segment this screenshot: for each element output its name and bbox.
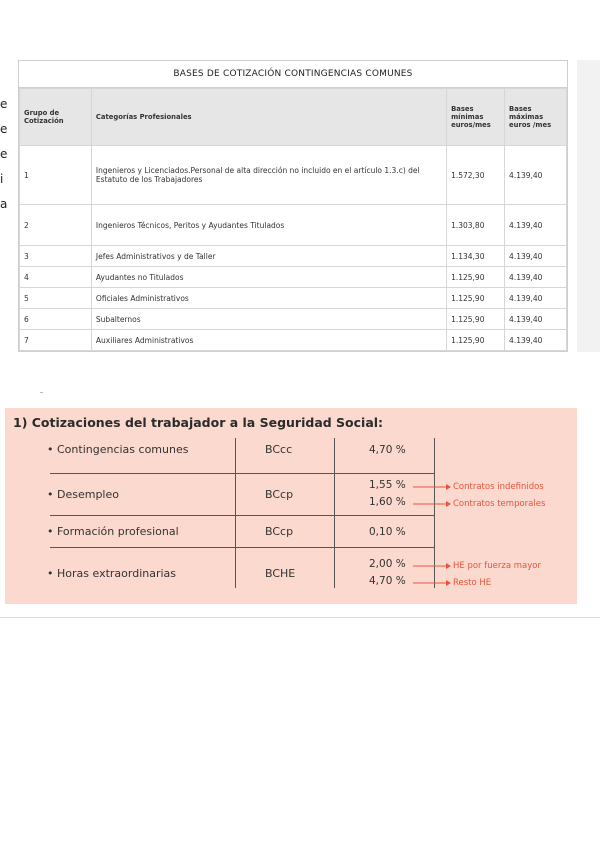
row-label: Horas extraordinarias bbox=[57, 567, 177, 580]
bases-table-card bbox=[18, 60, 568, 352]
note-temporales: Contratos temporales bbox=[453, 499, 546, 509]
cell-minima: 1.125,90 bbox=[447, 267, 505, 288]
fragment-2: e bbox=[0, 122, 8, 136]
arrow-icon bbox=[413, 482, 451, 492]
cell-maxima: 4.139,40 bbox=[505, 246, 567, 267]
divider-mark bbox=[40, 392, 43, 393]
cell-grupo: 5 bbox=[20, 288, 92, 309]
note-fuerza-mayor: HE por fuerza mayor bbox=[453, 561, 541, 571]
arrow-icon bbox=[413, 561, 451, 571]
cell-maxima: 4.139,40 bbox=[505, 330, 567, 351]
cell-grupo: 1 bbox=[20, 146, 92, 205]
cell-maxima: 4.139,40 bbox=[505, 288, 567, 309]
table-row bbox=[20, 309, 567, 330]
cell-maxima: 4.139,40 bbox=[505, 146, 567, 205]
cell-minima: 1.125,90 bbox=[447, 330, 505, 351]
cell-categoria: Oficiales Administrativos bbox=[91, 288, 446, 309]
table-row bbox=[20, 146, 567, 205]
table-header-row bbox=[20, 89, 567, 146]
cell-grupo: 2 bbox=[20, 205, 92, 246]
cell-minima: 1.572,30 bbox=[447, 146, 505, 205]
cell-grupo: 7 bbox=[20, 330, 92, 351]
page-divider bbox=[0, 617, 600, 618]
grid-line bbox=[50, 473, 435, 474]
cell-minima: 1.303,80 bbox=[447, 205, 505, 246]
row-percentage: 2,00 % bbox=[369, 558, 406, 570]
grid-line bbox=[50, 515, 435, 516]
col-header-categorias: Categorías Profesionales bbox=[91, 89, 446, 146]
row-base: BCcc bbox=[265, 443, 293, 456]
cell-minima: 1.134,30 bbox=[447, 246, 505, 267]
left-page-fragments bbox=[0, 92, 8, 217]
table-row bbox=[20, 267, 567, 288]
note-indefinidos: Contratos indefinidos bbox=[453, 482, 544, 492]
cell-maxima: 4.139,40 bbox=[505, 267, 567, 288]
cotizaciones-panel bbox=[5, 408, 577, 604]
row-base: BCHE bbox=[265, 567, 296, 580]
cell-categoria: Ingenieros Técnicos, Peritos y Ayudantes Titulados bbox=[91, 205, 446, 246]
col-header-bases-minimas: Bases mínimas euros/mes bbox=[447, 89, 505, 146]
grid-line bbox=[334, 438, 335, 588]
fragment-5: a bbox=[0, 197, 8, 211]
col-header-bases-maximas: Bases máximas euros /mes bbox=[505, 89, 567, 146]
note-resto: Resto HE bbox=[453, 578, 492, 588]
row-percentage: 0,10 % bbox=[369, 526, 406, 538]
bases-table bbox=[19, 88, 567, 351]
cell-categoria: Ingenieros y Licenciados.Personal de alta dirección no incluido en el artículo 1.3.c) del Estatuto de los Trabajadores bbox=[91, 146, 446, 205]
row-base: BCcp bbox=[265, 525, 294, 538]
col-header-grupo: Grupo de Cotización bbox=[20, 89, 92, 146]
row-percentage: 4,70 % bbox=[369, 444, 406, 456]
row-label: Desempleo bbox=[57, 488, 119, 501]
grid-line bbox=[50, 547, 435, 548]
row-desempleo: • Desempleo bbox=[47, 488, 119, 501]
cell-minima: 1.125,90 bbox=[447, 309, 505, 330]
table-row bbox=[20, 246, 567, 267]
scroll-edge bbox=[577, 60, 600, 352]
cell-categoria: Auxiliares Administrativos bbox=[91, 330, 446, 351]
cell-categoria: Jefes Administrativos y de Taller bbox=[91, 246, 446, 267]
cell-grupo: 4 bbox=[20, 267, 92, 288]
arrow-icon bbox=[413, 578, 451, 588]
bases-table-title: BASES DE COTIZACIÓN CONTINGENCIAS COMUNES bbox=[19, 61, 567, 88]
table-row bbox=[20, 330, 567, 351]
row-label: Contingencias comunes bbox=[57, 443, 189, 456]
cell-minima: 1.125,90 bbox=[447, 288, 505, 309]
row-label: Formación profesional bbox=[57, 525, 179, 538]
cell-maxima: 4.139,40 bbox=[505, 309, 567, 330]
table-row bbox=[20, 288, 567, 309]
table-row bbox=[20, 205, 567, 246]
row-contingencias: • Contingencias comunes bbox=[47, 443, 189, 456]
row-percentage: 4,70 % bbox=[369, 575, 406, 587]
grid-line bbox=[235, 438, 236, 588]
row-base: BCcp bbox=[265, 488, 294, 501]
row-percentage: 1,55 % bbox=[369, 479, 406, 491]
cell-grupo: 6 bbox=[20, 309, 92, 330]
row-horas-extra: • Horas extraordinarias bbox=[47, 567, 177, 580]
cell-categoria: Subalternos bbox=[91, 309, 446, 330]
cell-categoria: Ayudantes no Titulados bbox=[91, 267, 446, 288]
row-formacion: • Formación profesional bbox=[47, 525, 179, 538]
cotizaciones-title: 1) Cotizaciones del trabajador a la Seguridad Social: bbox=[13, 415, 384, 430]
row-percentage: 1,60 % bbox=[369, 496, 406, 508]
cell-grupo: 3 bbox=[20, 246, 92, 267]
cell-maxima: 4.139,40 bbox=[505, 205, 567, 246]
fragment-1: e bbox=[0, 97, 8, 111]
fragment-3: e bbox=[0, 147, 8, 161]
arrow-icon bbox=[413, 499, 451, 509]
fragment-4: i bbox=[0, 172, 4, 186]
